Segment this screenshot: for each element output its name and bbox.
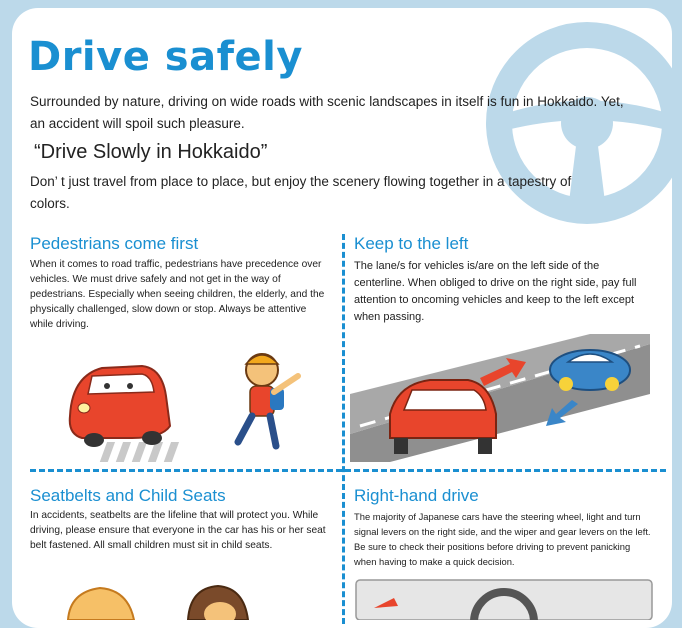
slogan: “Drive Slowly in Hokkaido” xyxy=(34,141,268,163)
page-title: Drive safely xyxy=(28,34,303,80)
section-title-keep-left: Keep to the left xyxy=(354,234,469,253)
pedestrian-car-illustration xyxy=(62,346,302,464)
section-body-pedestrians: When it comes to road traffic, pedestrians have precedence over vehicles. We must drive safely and not get in the way of pedestrians. Especially when seeing children, the elderly, and the physically challenged, slow down or stop. Always be attentive while driving. xyxy=(30,259,325,330)
section-body-keep-left: The lane/s for vehicles is/are on the left side of the centerline. When obliged to drive on the right side, pay full attention to oncoming vehicles and keep to the left except when passing. xyxy=(354,260,637,323)
horizontal-divider xyxy=(30,469,666,472)
keep-left-illustration xyxy=(350,334,650,462)
section-title-right-hand-drive: Right-hand drive xyxy=(354,486,479,505)
section-title-pedestrians: Pedestrians come first xyxy=(30,234,199,253)
vertical-divider xyxy=(342,234,345,624)
section-body-seatbelts: In accidents, seatbelts are the lifeline that will protect you. While driving, please ensure that everyone in the car has his or her seat belt fastened. All small children must sit in child seats. xyxy=(30,510,326,551)
section-title-seatbelts: Seatbelts and Child Seats xyxy=(30,486,226,505)
intro-text: Surrounded by nature, driving on wide roads with scenic landscapes in itself is fun in Hokkaido. Yet, an accident will spoil such pleasure. xyxy=(30,94,624,131)
child-seat-illustration xyxy=(58,584,258,620)
intro-text-2: Don’ t just travel from place to place, but enjoy the scenery flowing together in a tapestry of colors. xyxy=(30,174,572,211)
dashboard-illustration xyxy=(354,578,654,620)
section-body-right-hand-drive: The majority of Japanese cars have the steering wheel, light and turn signal levers on the right side, and the wiper and gear levers on the left. Be sure to check their positions before driving to prevent panicking when having to make a quick decision. xyxy=(354,511,651,567)
safety-page xyxy=(12,8,672,628)
